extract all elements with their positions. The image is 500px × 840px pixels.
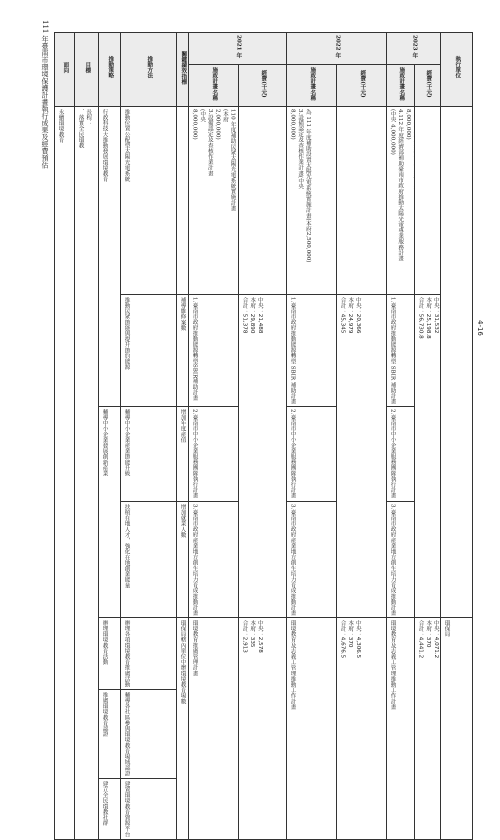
budget-2023-cell: 中央：4,071.2 本府：370 合計：4,441.2 bbox=[415, 618, 441, 840]
strategy-cell: 推廣環境教育認證 bbox=[99, 690, 121, 779]
kpi-cell bbox=[177, 106, 189, 294]
strategy-cell: 建立全民環教社群 bbox=[99, 779, 121, 840]
strategy-cell: 輔導中小企業發展創新產業 bbox=[99, 407, 121, 618]
header-budget-2023: 經費(千元) bbox=[415, 64, 441, 106]
page-number: 4-16 bbox=[476, 320, 484, 336]
header-plan-2022: 施政計畫名稱 bbox=[287, 64, 337, 106]
kpi-cell: 環保局轄內單位中辦環境教育場數 bbox=[177, 618, 189, 840]
agency-cell bbox=[441, 106, 473, 617]
budget-2022-cell: 中央：20,366 本府：24,979 合計：45,345 bbox=[337, 294, 387, 617]
plan-2022-cell: 2.臺南市中小企業服務團隊執行計畫 bbox=[287, 407, 337, 501]
header-agency: 執行單位 bbox=[441, 33, 473, 107]
plan-2021-cell: 1.臺南市政府推動能源轉型SBIR補助計畫 bbox=[189, 294, 239, 406]
budget-2022-cell bbox=[337, 106, 387, 294]
plan-2021-cell: 2.臺南市中小企業服務團隊執行計畫 bbox=[189, 407, 239, 501]
table-row bbox=[55, 294, 493, 406]
plan-2023-cell: 3.設備認定及查核作業計畫(中央 8,000,000) 4.112 年度經濟部補助臺南市政府推動太陽光電專業服務計畫 (中央 4,000,000) bbox=[387, 106, 415, 294]
method-cell: 輔導中小企業產業節能升級 bbox=[121, 407, 177, 501]
budget-2021-cell: 中央：2,578 本府：335 合計：2,913 bbox=[239, 618, 287, 840]
budget-2022-cell: 中央：4,306.5 本府：370 合計：4,676.5 bbox=[337, 618, 387, 840]
plan-2021-cell: 環境教育推廣管理計畫 bbox=[189, 618, 239, 840]
strategy-cell: 辦理環境教育活動 bbox=[99, 618, 121, 690]
budget-2021-cell: 中央：21,488 本府：29,890 合計：51,378 bbox=[239, 294, 287, 617]
kpi-cell: 增加年度產值 bbox=[177, 407, 189, 501]
header-strategy: 推動策略 bbox=[99, 33, 121, 107]
header-plan-2023: 施政計畫名稱 bbox=[387, 64, 415, 106]
method-cell: 推動位置公配型太陽光電系統 bbox=[121, 106, 177, 294]
header-budget-2022: 經費(千元) bbox=[337, 64, 387, 106]
table-caption: 111 年臺南市環境保護計畫執行成果及經費預估 bbox=[41, 20, 49, 169]
method-cell: 扶植在地人才，強化在地創業能量 bbox=[121, 501, 177, 618]
budget-2023-cell: 中央：31,532 本府：25,198.8 合計：56,730.8 bbox=[415, 294, 441, 617]
plan-2022-cell: 環境教育及志義工管理推動工作計畫 bbox=[287, 618, 337, 840]
method-cell: 推動民眾節能與提升節約能源 bbox=[121, 294, 177, 406]
agency-cell: 環保局 bbox=[441, 618, 473, 840]
budget-2023-cell bbox=[415, 106, 441, 294]
plan-2021-cell: 3.臺南市政府產業地方創生培力育成推動計畫 bbox=[189, 501, 239, 618]
table-row bbox=[55, 618, 493, 690]
domain-cell: 永續環境教育 bbox=[55, 106, 75, 840]
header-2023: 2023 年 bbox=[387, 33, 441, 65]
goal-cell: 長程： ．落實全民環教 bbox=[75, 106, 99, 840]
plan-2023-cell: 3.臺南市政府產業地方創生培力育成推動計畫 bbox=[387, 501, 415, 618]
plan-2022-cell: 為 111 年度補助設置太陽光電系統實施計畫(本府2,500,000) 3.設備認定及查核作業計畫(中央 8,000,000) bbox=[287, 106, 337, 294]
method-cell: 輔導各社區參與環境教育場域認證 bbox=[121, 690, 177, 779]
header-kpi: 關鍵績效指標 bbox=[177, 33, 189, 107]
header-plan-2021: 施政計畫名稱 bbox=[189, 64, 239, 106]
plan-2022-cell: 3.臺南市政府產業地方創生培力育成推動計畫 bbox=[287, 501, 337, 618]
plan-2021-cell: 110 年度補助民眾太陽光電系統實施計畫 (本府 2,000,000) 3.設備認定及查核作業計畫 (中央 8,000,000) bbox=[189, 106, 239, 294]
method-cell: 建置環境教育資源平台 bbox=[121, 779, 177, 840]
header-method: 推動方法 bbox=[121, 33, 177, 107]
plan-2023-cell: 環境教育及志義工管理推動工作計畫 bbox=[387, 618, 415, 840]
plan-2023-cell: 1.臺南市政府推動能源轉型 SBIR 補助計畫 bbox=[387, 294, 415, 406]
kpi-cell: 增加就業人數 bbox=[177, 501, 189, 618]
method-cell: 辦理各項環境教育推廣活動 bbox=[121, 618, 177, 690]
header-2021: 2021 年 bbox=[189, 33, 287, 65]
table-row bbox=[55, 106, 493, 294]
plan-2023-cell: 2.臺南市中小企業服務團隊執行計畫 bbox=[387, 407, 415, 501]
plan-2022-cell: 1.臺南市政府推動能源轉型 SBIR 補助計畫 bbox=[287, 294, 337, 406]
header-budget-2021: 經費(千元) bbox=[239, 64, 287, 106]
budget-2021-cell bbox=[239, 106, 287, 294]
header-domain: 面向 bbox=[55, 33, 75, 107]
header-goal: 目標 bbox=[75, 33, 99, 107]
header-2022: 2022 年 bbox=[287, 33, 387, 65]
strategy-cell: 行政科技大推動發展環境教育 bbox=[99, 106, 121, 406]
plan-table bbox=[54, 32, 493, 840]
kpi-cell: 補導維修案數 bbox=[177, 294, 189, 406]
